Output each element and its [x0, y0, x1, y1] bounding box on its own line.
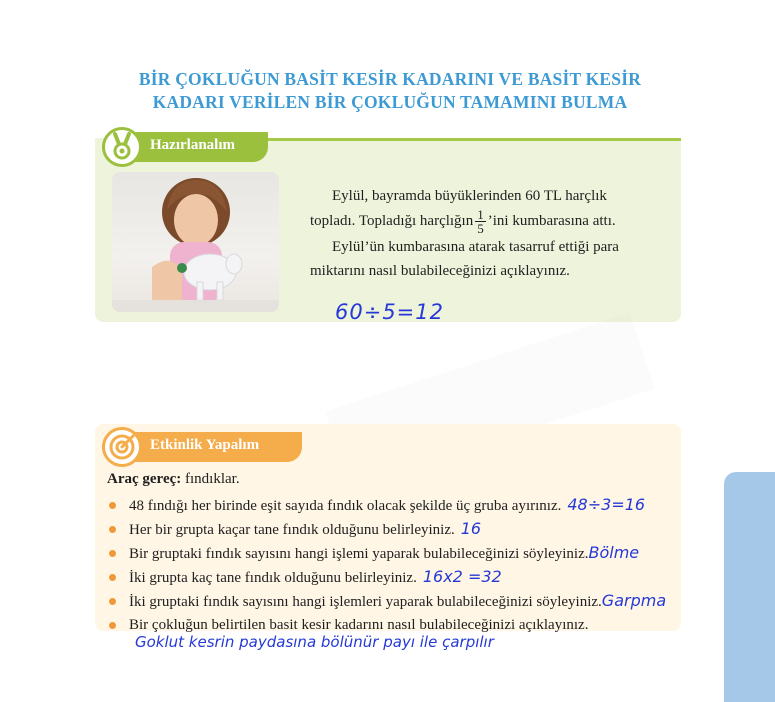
medal-icon — [102, 127, 142, 167]
handwritten-answer: Garpma — [601, 591, 667, 610]
fraction-denominator: 5 — [477, 221, 484, 236]
list-item-text: İki gruptaki fındık sayısını hangi işlemleri yaparak bulabileceğinizi söyleyiniz. — [129, 594, 602, 610]
list-item-text: 48 fındığı her birinde eşit sayıda fındık olacak şekilde üç gruba ayırınız. — [129, 498, 562, 514]
fraction-numerator: 1 — [477, 207, 484, 222]
bullet-icon — [109, 574, 116, 581]
side-decoration — [724, 472, 775, 702]
bullet-icon — [109, 550, 116, 557]
tools-value: fındıklar. — [185, 471, 240, 487]
page-title — [95, 68, 685, 114]
bullet-icon — [109, 598, 116, 605]
handwritten-answer-bottom: Goklut kesrin paydasına bölünür payı ile çarpılır — [135, 633, 494, 651]
list-item-text: İki grupta kaç tane fındık olduğunu belirleyiniz. — [129, 570, 417, 586]
list-item — [107, 542, 767, 566]
list-item-text: Her bir grupta kaçar tane fındık olduğunu belirleyiniz. — [129, 522, 455, 538]
girl-with-piggy-bank-image — [112, 172, 279, 312]
handwritten-answer: 16x2 =32 — [422, 567, 502, 586]
activity-header-label: Etkinlik Yapalım — [150, 437, 260, 453]
bullet-icon — [109, 622, 116, 629]
list-item-text: Bir çokluğun belirtilen basit kesir kadarını nasıl bulabileceğinizi açıklayınız. — [129, 617, 589, 633]
bullet-icon — [109, 526, 116, 533]
title-line-2: KADARI VERİLEN BİR ÇOKLUĞUN TAMAMINI BULMA — [152, 92, 628, 112]
tools-label: Araç gereç: — [107, 471, 182, 487]
list-item — [107, 566, 767, 590]
prep-header-label: Hazırlanalım — [150, 137, 235, 153]
target-icon — [102, 427, 142, 467]
prep-line-1: Eylül, bayramda büyüklerinden 60 TL harçlık — [332, 188, 607, 204]
activity-list — [107, 494, 767, 638]
list-item — [107, 590, 767, 614]
prep-line-2a: topladı. Topladığı harçlığın — [310, 212, 474, 229]
handwritten-answer: Bölme — [588, 543, 640, 562]
prep-line-2 — [310, 208, 672, 235]
bullet-icon — [109, 502, 116, 509]
title-line-1: BİR ÇOKLUĞUN BASİT KESİR KADARINI VE BASİT KESİR — [138, 69, 642, 89]
prep-line-4: miktarını nasıl bulabileceğinizi açıklayınız. — [310, 263, 570, 279]
list-item — [107, 494, 767, 518]
prep-line-3: Eylül’ün kumbarasına atarak tasarruf ettiği para — [332, 239, 619, 255]
handwritten-answer: 16 — [460, 519, 482, 538]
list-item-text: Bir gruptaki fındık sayısını hangi işlemi yaparak bulabileceğinizi söyleyiniz. — [129, 546, 589, 562]
fraction-one-fifth — [475, 208, 486, 235]
list-item — [107, 518, 767, 542]
handwritten-answer-prep: 60÷5=12 — [335, 300, 444, 324]
prep-line-2b: ’ini kumbarasına attı. — [487, 212, 616, 229]
prep-paragraph — [310, 184, 672, 283]
tools-line — [107, 471, 240, 488]
handwritten-answer: 48÷3=16 — [567, 495, 646, 514]
